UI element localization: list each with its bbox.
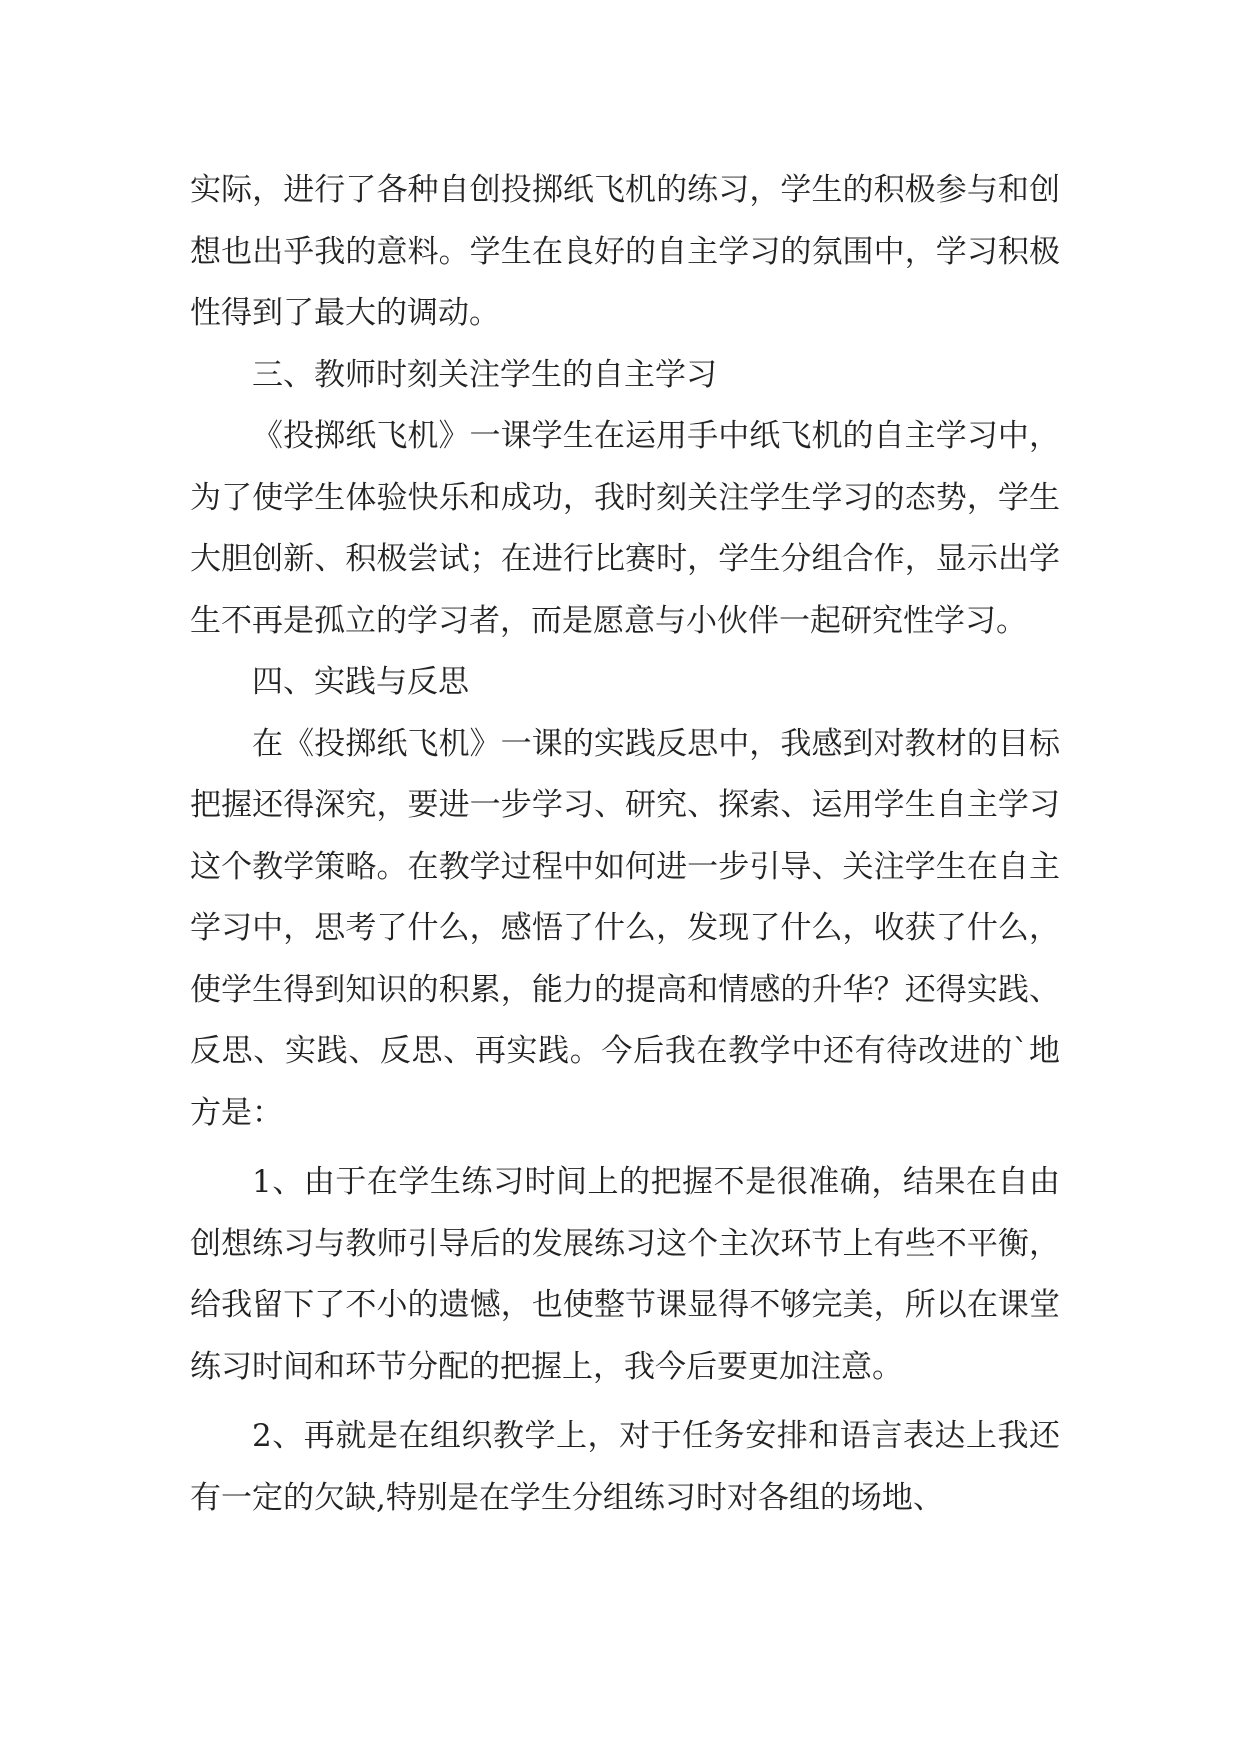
body-text	[190, 160, 1060, 1529]
paragraph-4: 在《投掷纸飞机》一课的实践反思中，我感到对教材的目标把握还得深究，要进一步学习、研究、探索、运用学生自主学习这个教学策略。在教学过程中如何进一步引导、关注学生在自主学习中，思考了什么，感悟了什么，发现了什么，收获了什么，使学生得到知识的积累，能力的提高和情感的升华？还得实践、反思、实践、反思、再实践。今后我在教学中还有待改进的`地方是：	[190, 725, 1060, 1131]
section-heading-3: 三、教师时刻关注学生的自主学习	[252, 356, 717, 393]
list-item-1: 1、由于在学生练习时间上的把握不是很准确，结果在自由创想练习与教师引导后的发展练习这个主次环节上有些不平衡，给我留下了不小的遗憾，也使整节课显得不够完美，所以在课堂练习时间和环节分配的把握上，我今后要更加注意。	[190, 1164, 1060, 1385]
section-heading-4: 四、实践与反思	[252, 664, 469, 700]
list-item-2: 2、再就是在组织教学上，对于任务安排和语言表达上我还有一定的欠缺,特别是在学生分组练习时对各组的场地、	[190, 1418, 1060, 1516]
paragraph-continuation: 实际，进行了各种自创投掷纸飞机的练习，学生的积极参与和创想也出乎我的意料。学生在良好的自主学习的氛围中，学习积极性得到了最大的调动。	[190, 172, 1060, 331]
paragraph-3: 《投掷纸飞机》一课学生在运用手中纸飞机的自主学习中，为了使学生体验快乐和成功，我时刻关注学生学习的态势，学生大胆创新、积极尝试；在进行比赛时，学生分组合作，显示出学生不再是孤立的学习者，而是愿意与小伙伴一起研究性学习。	[190, 418, 1060, 639]
